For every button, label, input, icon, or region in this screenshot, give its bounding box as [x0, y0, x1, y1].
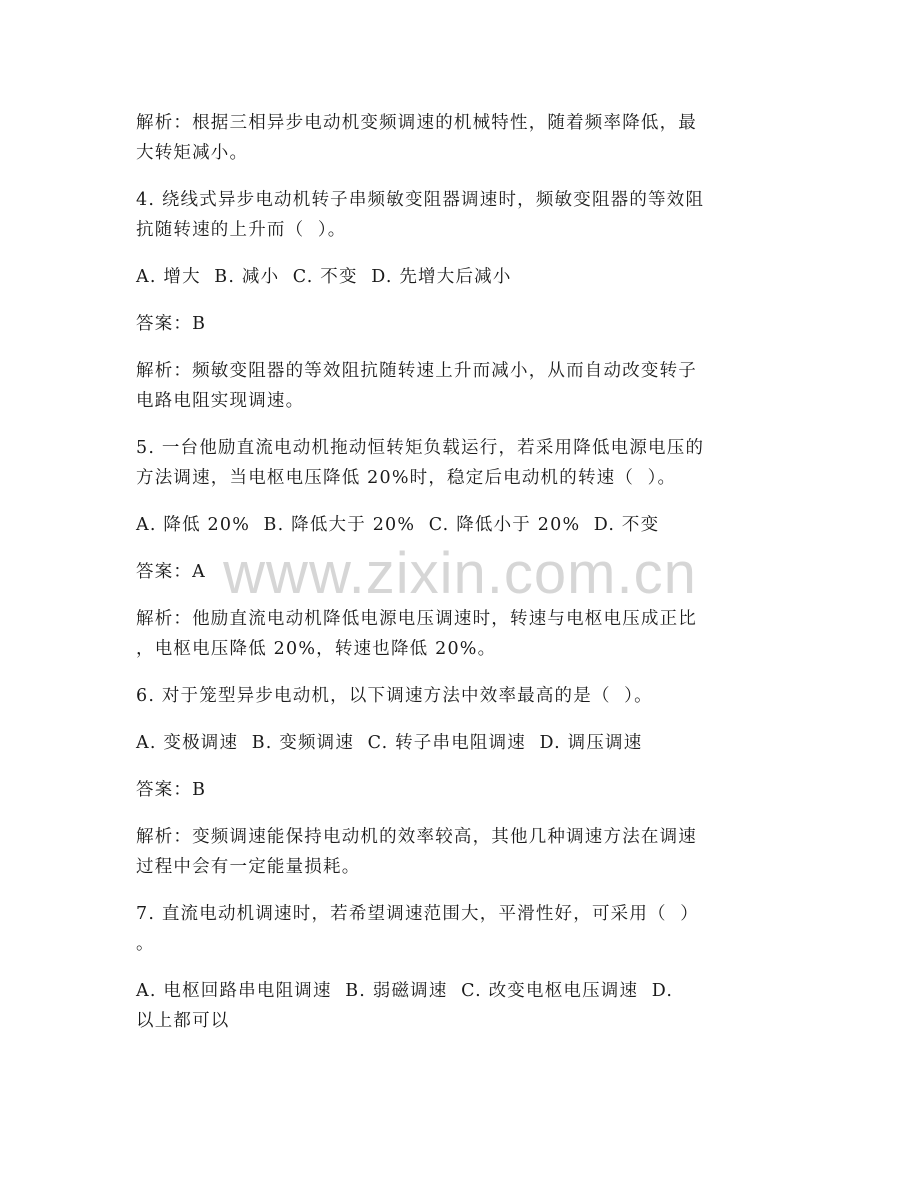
question-text: 抗随转速的上升而（ ）。	[136, 220, 347, 240]
options-text: A. 电枢回路串电阻调速 B. 弱磁调速 C. 改变电枢电压调速 D.	[136, 981, 674, 1001]
q7-stem	[136, 899, 776, 959]
analysis-text: 过程中会有一定能量损耗。	[136, 857, 361, 877]
document-page	[136, 108, 776, 1053]
answer-text: 答案：B	[136, 314, 207, 334]
q6-answer	[136, 775, 776, 805]
q3-analysis	[136, 108, 776, 168]
question-text: 4. 绕线式异步电动机转子串频敏变阻器调速时，频敏变阻器的等效阻	[136, 190, 705, 210]
analysis-text: 解析：变频调速能保持电动机的效率较高，其他几种调速方法在调速	[136, 827, 697, 847]
answer-text: 答案：A	[136, 562, 206, 582]
q6-options	[136, 728, 776, 758]
watermark: www.zixin.com.cn	[223, 541, 697, 606]
options-text: 以上都可以	[136, 1011, 230, 1031]
answer-text: 答案：B	[136, 780, 207, 800]
analysis-text: 解析：根据三相异步电动机变频调速的机械特性，随着频率降低，最	[136, 113, 697, 133]
analysis-text: 解析：频敏变阻器的等效阻抗随转速上升而减小，从而自动改变转子	[136, 361, 697, 381]
q5-answer	[136, 557, 776, 587]
q6-analysis	[136, 822, 776, 882]
question-text: 。	[136, 934, 155, 954]
q5-stem	[136, 433, 776, 493]
q4-answer	[136, 309, 776, 339]
options-text: A. 增大 B. 减小 C. 不变 D. 先增大后减小	[136, 267, 512, 287]
options-text: A. 变极调速 B. 变频调速 C. 转子串电阻调速 D. 调压调速	[136, 733, 643, 753]
q7-options	[136, 976, 776, 1036]
options-text: A. 降低 20% B. 降低大于 20% C. 降低小于 20% D. 不变	[136, 515, 660, 535]
q6-stem	[136, 681, 776, 711]
question-text: 方法调速，当电枢电压降低 20%时，稳定后电动机的转速（ ）。	[136, 468, 677, 488]
analysis-text: 电路电阻实现调速。	[136, 391, 305, 411]
analysis-text: 解析：他励直流电动机降低电源电压调速时，转速与电枢电压成正比	[136, 609, 697, 629]
question-text: 7. 直流电动机调速时，若希望调速范围大，平滑性好，可采用（ ）	[136, 904, 699, 924]
question-text: 5. 一台他励直流电动机拖动恒转矩负载运行，若采用降低电源电压的	[136, 438, 705, 458]
q5-options	[136, 510, 776, 540]
q4-stem	[136, 185, 776, 245]
q4-options	[136, 262, 776, 292]
analysis-text: 大转矩减小。	[136, 143, 249, 163]
analysis-text: ，电枢电压降低 20%，转速也降低 20%。	[136, 639, 497, 659]
q5-analysis	[136, 604, 776, 664]
q4-analysis	[136, 356, 776, 416]
question-text: 6. 对于笼型异步电动机，以下调速方法中效率最高的是（ ）。	[136, 686, 653, 706]
